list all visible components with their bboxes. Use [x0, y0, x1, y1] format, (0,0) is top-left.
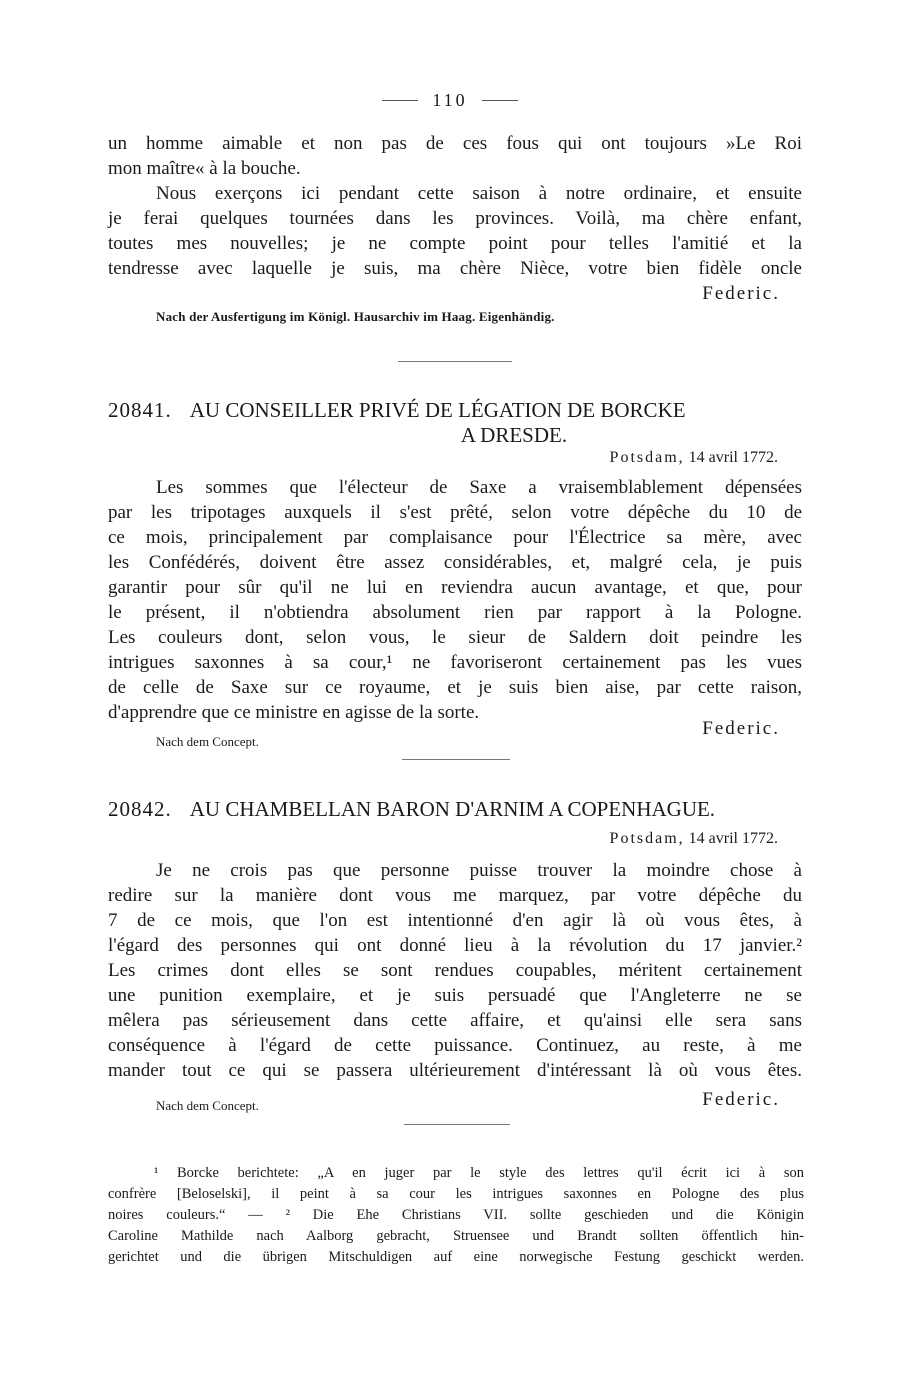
section-divider [404, 1124, 510, 1125]
text-line: par les tripotages auxquels il s'est prêté, selon votre dépêche du 10 de [108, 502, 802, 523]
text-line: mander tout ce qui se passera ultérieurement d'intéressant là où vous êtes. [108, 1060, 802, 1081]
text-line: mêlera pas sérieusement dans cette affaire, et qu'ainsi elle sera sans [108, 1010, 802, 1031]
text-line: un homme aimable et non pas de ces fous qui ont toujours »Le Roi [108, 133, 802, 154]
text-line: 7 de ce mois, que l'on est intentionné d'en agir là où vous êtes, à [108, 910, 802, 931]
letter-body-20842 [108, 858, 802, 1083]
page-number: 110 [432, 89, 468, 110]
text-line: Les couleurs dont, selon vous, le sieur de Saldern doit peindre les [108, 627, 802, 648]
footnote-line: gerichtet und die übrigen Mitschuldigen auf eine norwegische Festung geschickt werden. [108, 1249, 804, 1265]
text-line: le présent, il n'obtiendra absolument rien par rapport à la Pologne. [108, 602, 802, 623]
letter-number: 20841. [108, 398, 172, 422]
footnotes [108, 1163, 804, 1268]
text-line: l'égard des personnes qui ont donné lieu à la révolution du 17 janvier.² [108, 935, 802, 956]
section-divider [398, 361, 512, 362]
letter-addressee: AU CHAMBELLAN BARON D'ARNIM A COPENHAGUE. [189, 797, 716, 821]
dateline-20841 [610, 449, 778, 467]
text-line: ce mois, principalement par complaisance pour l'Électrice sa mère, avec [108, 527, 802, 548]
text-line: Je ne crois pas que personne puisse trouver la moindre chose à [156, 860, 802, 881]
header-rule-right [482, 100, 518, 101]
footnote-line: confrère [Beloselski], il peint à sa cour les intrigues saxonnes en Pologne des plus [108, 1186, 804, 1202]
signature: Federic. [702, 1089, 780, 1110]
letter-addressee-place: A DRESDE. [460, 423, 568, 447]
text-line: redire sur la manière dont vous me marquez, par votre dépêche du [108, 885, 802, 906]
page-header [0, 88, 900, 112]
signature: Federic. [702, 718, 780, 739]
footnote-line: ¹ Borcke berichtete: „A en juger par le style des lettres qu'il écrit ici à son [154, 1165, 804, 1181]
text-line: Nous exerçons ici pendant cette saison à notre ordinaire, et ensuite [156, 183, 802, 204]
text-line: une punition exemplaire, et je suis persuadé que l'Angleterre ne se [108, 985, 802, 1006]
section-divider [402, 759, 510, 760]
letter-number: 20842. [108, 797, 172, 821]
dateline-place: Potsdam, [609, 830, 685, 847]
header-rule-left [382, 100, 418, 101]
text-line: je ferai quelques tournées dans les provinces. Voilà, ma chère enfant, [108, 208, 802, 229]
source-note: Nach dem Concept. [156, 1098, 259, 1113]
dateline-20842 [610, 830, 778, 848]
dateline-place: Potsdam, [609, 449, 685, 466]
letter-heading-20841 [108, 398, 802, 448]
letter-heading-20842 [108, 797, 802, 822]
footnote-line: Caroline Mathilde nach Aalborg gebracht, Struensee und Brandt sollten öffentlich hin- [108, 1228, 804, 1244]
text-line: intrigues saxonnes à sa cour,¹ ne favoriseront certainement pas les vues [108, 652, 802, 673]
text-line: d'apprendre que ce ministre en agisse de la sorte. [108, 702, 480, 723]
signature: Federic. [702, 283, 780, 304]
letter-body-20841 [108, 475, 802, 725]
source-note: Nach dem Concept. [156, 734, 259, 749]
text-line: conséquence à l'égard de cette puissance. Continuez, au reste, à me [108, 1035, 802, 1056]
text-line: Les crimes dont elles se sont rendues coupables, méritent certainement [108, 960, 802, 981]
dateline-date: 14 avril 1772. [688, 830, 778, 847]
text-line: mon maître« à la bouche. [108, 158, 301, 179]
text-line: les Confédérés, doivent être assez considérables, et, malgré cela, je puis [108, 552, 802, 573]
text-line: Les sommes que l'électeur de Saxe a vraisemblablement dépensées [156, 477, 802, 498]
text-line: tendresse avec laquelle je suis, ma chère Nièce, votre bien fidèle oncle [108, 258, 802, 279]
text-line: garantir pour sûr qu'il ne lui en reviendra aucun avantage, et que, pour [108, 577, 802, 598]
dateline-date: 14 avril 1772. [688, 449, 778, 466]
source-note: Nach der Ausfertigung im Königl. Hausarchiv im Haag. Eigenhändig. [156, 309, 555, 324]
footnote-line: noires couleurs.“ — ² Die Ehe Christians VII. sollte geschieden und die Königin [108, 1207, 804, 1223]
letter-addressee: AU CONSEILLER PRIVÉ DE LÉGATION DE BORCKE [189, 398, 686, 422]
text-line: de celle de Saxe sur ce royaume, et je suis bien aise, par cette raison, [108, 677, 802, 698]
text-line: toutes mes nouvelles; je ne compte point pour telles l'amitié et la [108, 233, 802, 254]
previous-letter-continuation [108, 131, 802, 326]
